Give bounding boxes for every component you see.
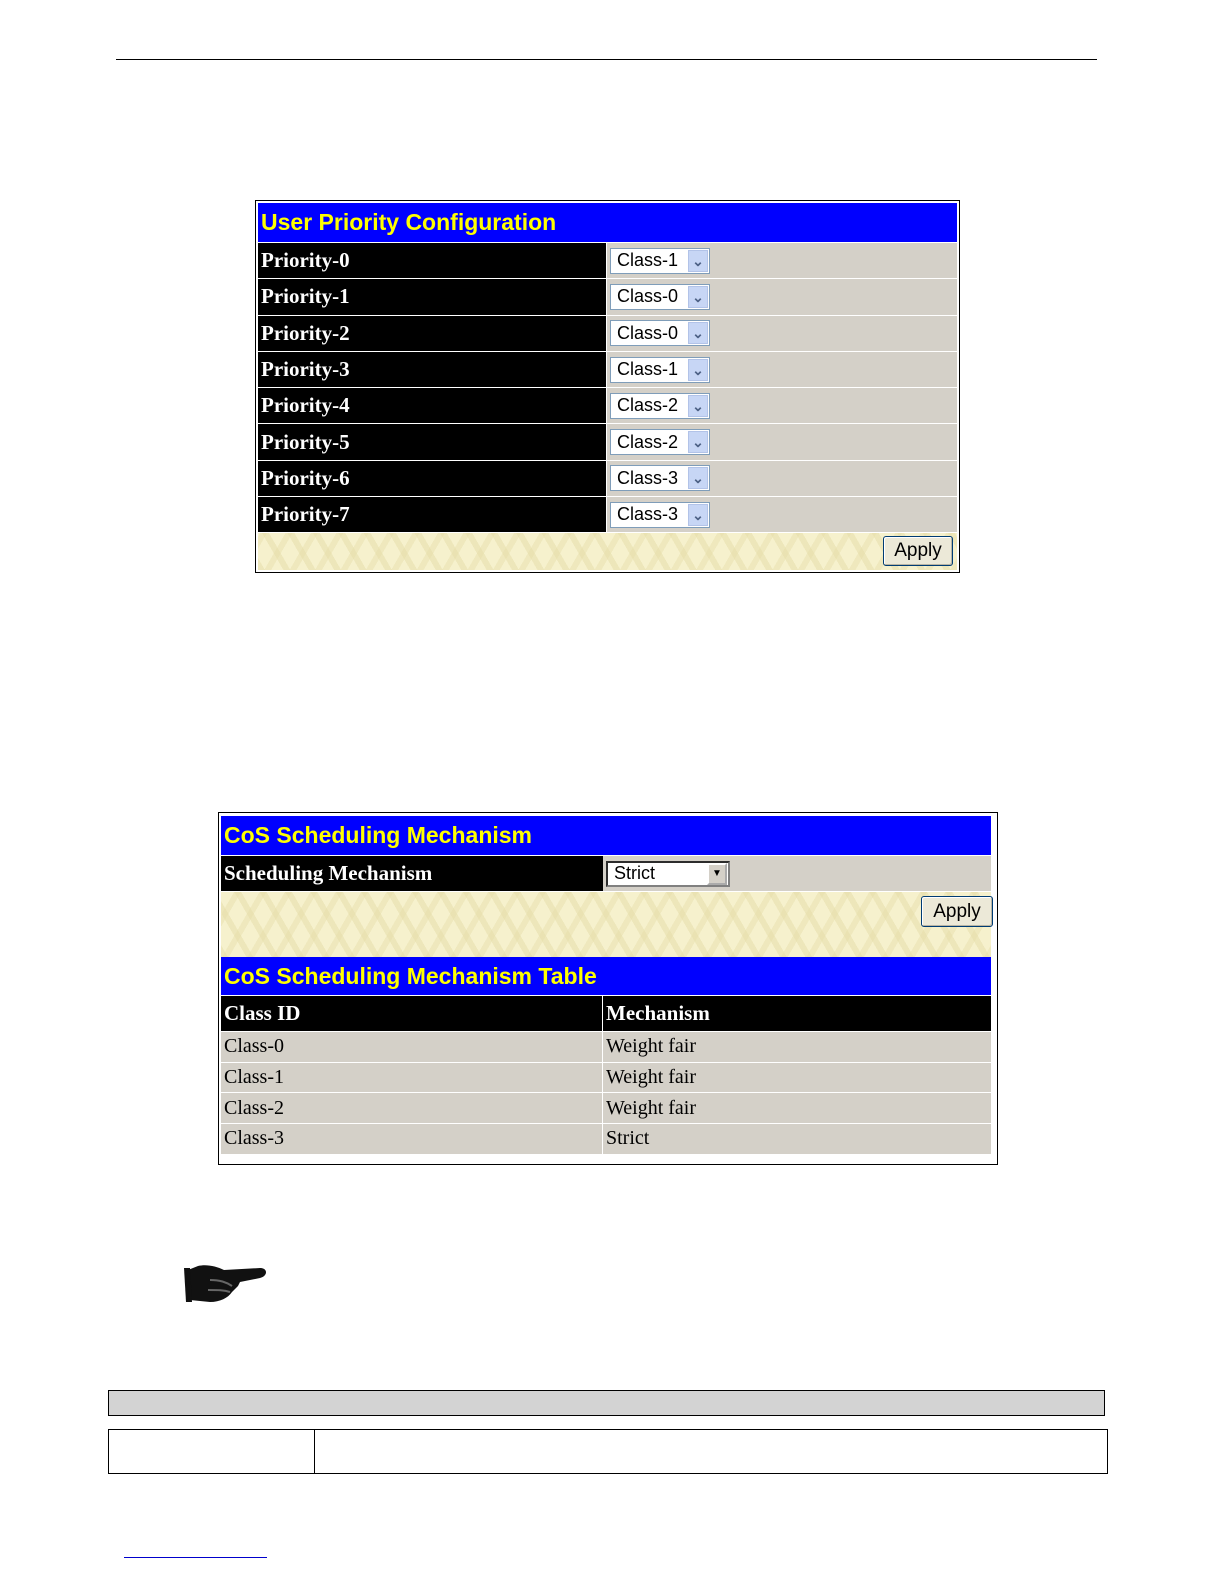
cos-table-title: CoS Scheduling Mechanism Table [221, 957, 991, 995]
priority-class-select[interactable] [610, 320, 710, 346]
cos-table-header [221, 995, 991, 1031]
priority-label: Priority-3 [258, 352, 606, 387]
cos-apply-button[interactable]: Apply [921, 896, 993, 927]
mechanism-cell: Weight fair [603, 1093, 991, 1123]
column-header-class-id: Class ID [221, 996, 603, 1031]
priority-cell [606, 243, 957, 278]
scheduling-mechanism-row [221, 855, 991, 891]
user-priority-panel [255, 200, 960, 573]
chevron-down-icon[interactable]: ⌄ [688, 504, 708, 526]
pointing-hand-icon [180, 1256, 270, 1306]
priority-class-select[interactable] [610, 393, 710, 419]
cos-apply-area [221, 891, 991, 957]
priority-cell [606, 388, 957, 423]
chevron-down-icon[interactable]: ⌄ [688, 467, 708, 489]
cos-scheduling-inner [221, 815, 995, 1162]
priority-row [258, 242, 957, 278]
scheduling-mechanism-cell [603, 856, 991, 891]
header-rule [116, 59, 1097, 60]
chevron-down-icon[interactable]: ⌄ [688, 431, 708, 453]
priority-class-value: Class-0 [617, 286, 679, 307]
table-row [221, 1062, 991, 1093]
user-priority-inner [258, 203, 957, 570]
priority-label: Priority-5 [258, 424, 606, 459]
scheduling-mechanism-label: Scheduling Mechanism [221, 856, 603, 891]
class-id-cell: Class-1 [221, 1063, 603, 1093]
priority-class-select[interactable] [610, 248, 710, 274]
priority-cell [606, 352, 957, 387]
mechanism-cell: Weight fair [603, 1032, 991, 1062]
chevron-down-icon[interactable]: ⌄ [688, 250, 708, 272]
cos-scheduling-title: CoS Scheduling Mechanism [221, 816, 991, 855]
priority-label: Priority-0 [258, 243, 606, 278]
table-row [221, 1031, 991, 1062]
priority-cell [606, 279, 957, 314]
cos-scheduling-panel [218, 812, 998, 1165]
priority-label: Priority-1 [258, 279, 606, 314]
parameter-table-header-bar [108, 1390, 1105, 1416]
priority-class-value: Class-1 [617, 250, 679, 271]
priority-row [258, 460, 957, 496]
chevron-down-icon[interactable]: ⌄ [688, 286, 708, 308]
class-id-cell: Class-2 [221, 1093, 603, 1123]
chevron-down-icon[interactable]: ▼ [707, 863, 727, 885]
priority-cell [606, 424, 957, 459]
priority-label: Priority-2 [258, 316, 606, 351]
scheduling-mechanism-select[interactable] [606, 861, 730, 887]
chevron-down-icon[interactable]: ⌄ [688, 322, 708, 344]
class-id-cell: Class-3 [221, 1124, 603, 1154]
priority-class-value: Class-2 [617, 395, 679, 416]
user-priority-apply-area [258, 532, 957, 570]
mechanism-cell: Strict [603, 1124, 991, 1154]
footer-link-underline [124, 1557, 267, 1558]
priority-cell [606, 461, 957, 496]
parameter-table-divider [314, 1430, 315, 1473]
priority-row [258, 351, 957, 387]
table-row [221, 1123, 991, 1154]
priority-class-select[interactable] [610, 357, 710, 383]
priority-label: Priority-6 [258, 461, 606, 496]
priority-label: Priority-4 [258, 388, 606, 423]
user-priority-apply-button[interactable]: Apply [883, 536, 953, 566]
chevron-down-icon[interactable]: ⌄ [688, 395, 708, 417]
priority-row [258, 496, 957, 532]
priority-class-value: Class-3 [617, 467, 679, 488]
chevron-down-icon[interactable]: ⌄ [688, 359, 708, 381]
class-id-cell: Class-0 [221, 1032, 603, 1062]
priority-row [258, 278, 957, 314]
priority-class-select[interactable] [610, 502, 710, 528]
priority-class-select[interactable] [610, 465, 710, 491]
priority-cell [606, 316, 957, 351]
scheduling-mechanism-value: Strict [614, 863, 656, 883]
table-row [221, 1092, 991, 1123]
priority-label: Priority-7 [258, 497, 606, 532]
priority-class-select[interactable] [610, 429, 710, 455]
priority-row [258, 315, 957, 351]
priority-class-value: Class-0 [617, 322, 679, 343]
priority-class-select[interactable] [610, 284, 710, 310]
parameter-table-row [108, 1429, 1108, 1474]
priority-row [258, 423, 957, 459]
priority-class-value: Class-1 [617, 359, 679, 380]
priority-class-value: Class-2 [617, 431, 679, 452]
priority-cell [606, 497, 957, 532]
user-priority-title: User Priority Configuration [258, 203, 957, 242]
column-header-mechanism: Mechanism [603, 996, 991, 1031]
priority-class-value: Class-3 [617, 504, 679, 525]
mechanism-cell: Weight fair [603, 1063, 991, 1093]
priority-row [258, 387, 957, 423]
